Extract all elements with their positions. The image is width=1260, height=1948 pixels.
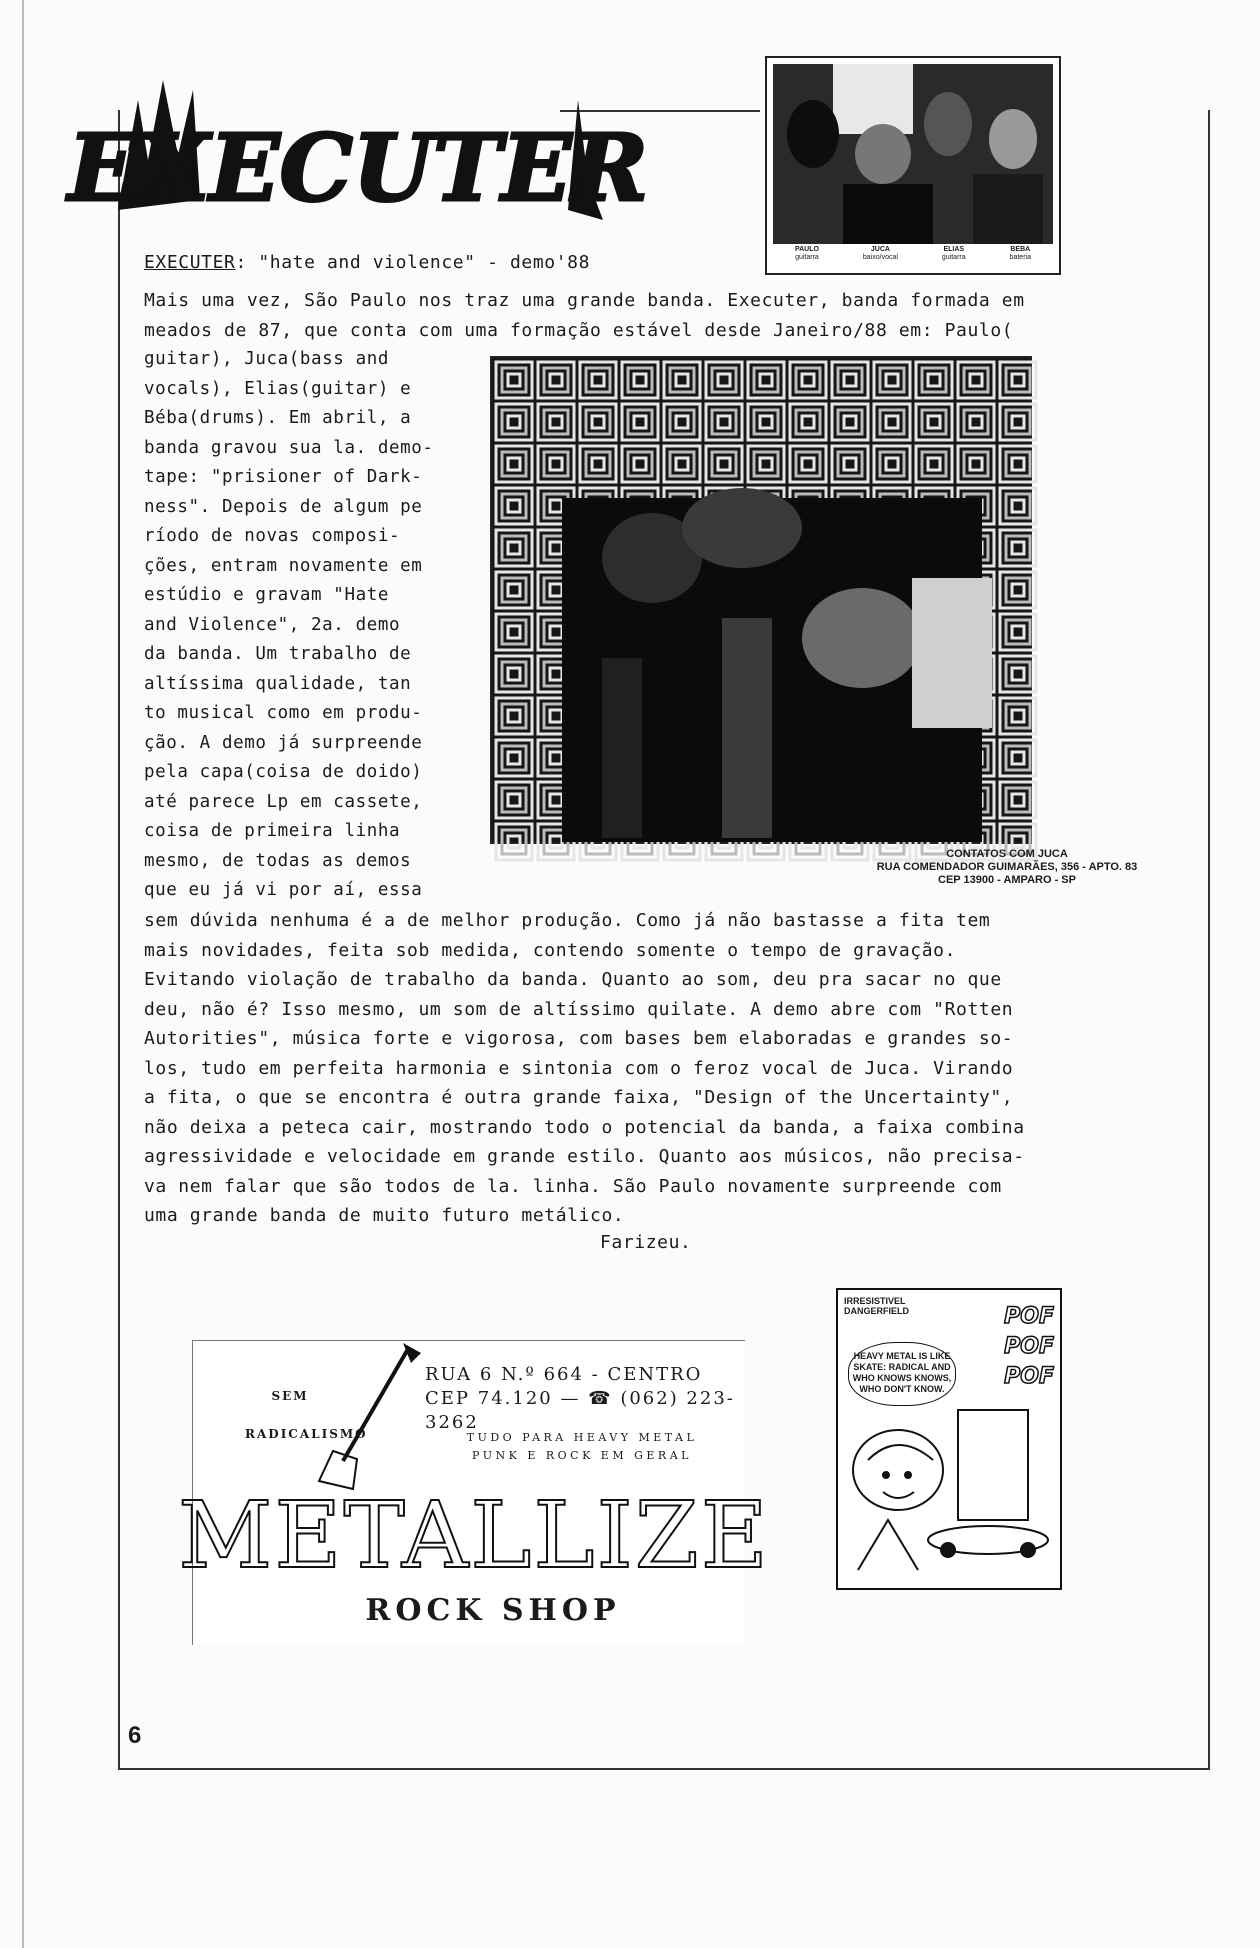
ad-sem: SEM [271,1389,309,1403]
body-line: los, tudo em perfeita harmonia e sintonia com o feroz vocal de Juca. Virando [144,1057,1014,1079]
article-body [144,906,1025,1231]
body-line: Autorities", música forte e vigorosa, com bases bem elaboradas e grandes so- [144,1028,1014,1049]
column-line: and Violence", 2a. demo [144,614,401,635]
skate-comic [836,1288,1062,1590]
live-photo [490,356,1032,844]
body-line: va nem falar que são todos de la. linha. São Paulo novamente surpreende com [144,1175,1002,1197]
member-captions [773,246,1053,262]
column-line: mesmo, de todas as demos [144,850,412,871]
ad-tagline1: TUDO PARA HEAVY METAL [466,1431,698,1444]
column-line: pela capa(coisa de doido) [144,762,423,782]
body-line: deu, não é? Isso mesmo, um som de altíssimo quilate. A demo abre com "Rotten [144,998,1014,1020]
headline-rest: : "hate and violence" - demo'88 [235,252,591,273]
metallize-ad [178,1340,770,1645]
ad-shop: ROCK SHOP [365,1593,621,1628]
body-line: não deixa a peteca cair, mostrando todo o potencial da banda, a faixa combina [144,1116,1025,1138]
body-line: sem dúvida nenhuma é a de melhor produção. Como já não bastasse a fita tem [144,910,991,931]
caption-elias: ELIAS guitarra [941,246,966,261]
column-line: até parece Lp em cassete, [144,791,423,812]
column-line: ções, entram novamente em [144,555,423,576]
band-photo-image [773,64,1053,244]
column-line: que eu já vi por aí, essa [144,880,423,900]
body-line: a fita, o que se encontra é outra grande faixa, "Design of the Uncertainty", [144,1087,1014,1108]
contact-line3: CEP 13900 - AMPARO - SP [938,874,1076,886]
comic-sound-3: POF [1004,1364,1054,1389]
body-line: Evitando violação de trabalho da banda. Quanto ao som, deu pra sacar no que [144,969,1002,990]
comic-bubble: HEAVY METAL IS LIKE SKATE: RADICAL AND WHO KNOWS KNOWS, WHO DON'T KNOW. [848,1342,956,1406]
column-line: da banda. Um trabalho de [144,644,412,664]
page-number: 6 [128,1722,142,1749]
ad-radicalismo: RADICALISMO [245,1427,368,1441]
intro-line: meados de 87, que conta com uma formação estável desde Janeiro/88 em: Paulo( [144,319,1014,341]
body-line: mais novidades, feita sob medida, contendo somente o tempo de gravação. [144,939,957,961]
ad-address [425,1363,745,1435]
signature: Farizeu. [600,1232,692,1253]
logo-text: EXECUTER [67,114,649,222]
column-line: guitar), Juca(bass and [144,349,389,369]
ad-tagline2: PUNK E ROCK EM GERAL [472,1449,692,1462]
live-photo-image [492,358,1030,842]
article-headline [144,252,590,273]
caption-beba: BEBA bateria [1009,246,1031,261]
column-line: estúdio e gravam "Hate [144,585,389,605]
ad-tagline [427,1429,737,1465]
column-line: ríodo de novas composi- [144,526,401,546]
column-line: banda gravou sua la. demo- [144,437,434,458]
ad-address2: CEP 74.120 — ☎ (062) 223-3262 [425,1388,735,1433]
page-edge [22,0,24,1948]
contact-line1: CONTATOS COM JUCA [946,848,1068,860]
body-line: uma grande banda de muito futuro metálico. [144,1205,625,1226]
comic-title: IRRESISTIVEL DANGERFIELD [844,1296,909,1316]
intro-line: Mais uma vez, São Paulo nos traz uma grande banda. Executer, banda formada em [144,290,1025,311]
column-line: ness". Depois de algum pe [144,496,423,517]
body-line: agressividade e velocidade em grande estilo. Quanto aos músicos, não precisa- [144,1146,1025,1167]
column-line: coisa de primeira linha [144,821,401,841]
guitar-icon [313,1341,423,1491]
column-line: altíssima qualidade, tan [144,673,412,694]
contact-line2: RUA COMENDADOR GUIMARÃES, 356 - APTO. 83 [876,861,1138,873]
ad-address1: RUA 6 N.º 664 - CENTRO [425,1364,703,1385]
ad-brand: METALLIZE [178,1482,770,1589]
column-line: ção. A demo já surpreende [144,732,423,753]
column-line: Béba(drums). Em abril, a [144,408,412,428]
headline-band: EXECUTER [144,252,236,273]
contact-box [842,848,1172,902]
column-line: to musical como em produ- [144,703,423,723]
band-photo [765,56,1061,275]
column-line: vocals), Elias(guitar) e [144,378,412,399]
article-column [144,345,434,906]
ad-brand-logo [178,1475,770,1589]
caption-paulo: PAULO guitarra [794,246,819,261]
comic-sound-2: POF [1004,1334,1054,1359]
comic-drawing [838,1400,1060,1588]
band-logo [67,60,649,250]
column-line: tape: "prisioner of Dark- [144,467,423,487]
comic-sound-1: POF [1004,1304,1054,1329]
caption-juca: JUCA baixo/vocal [862,246,898,261]
article-intro [144,286,1025,345]
